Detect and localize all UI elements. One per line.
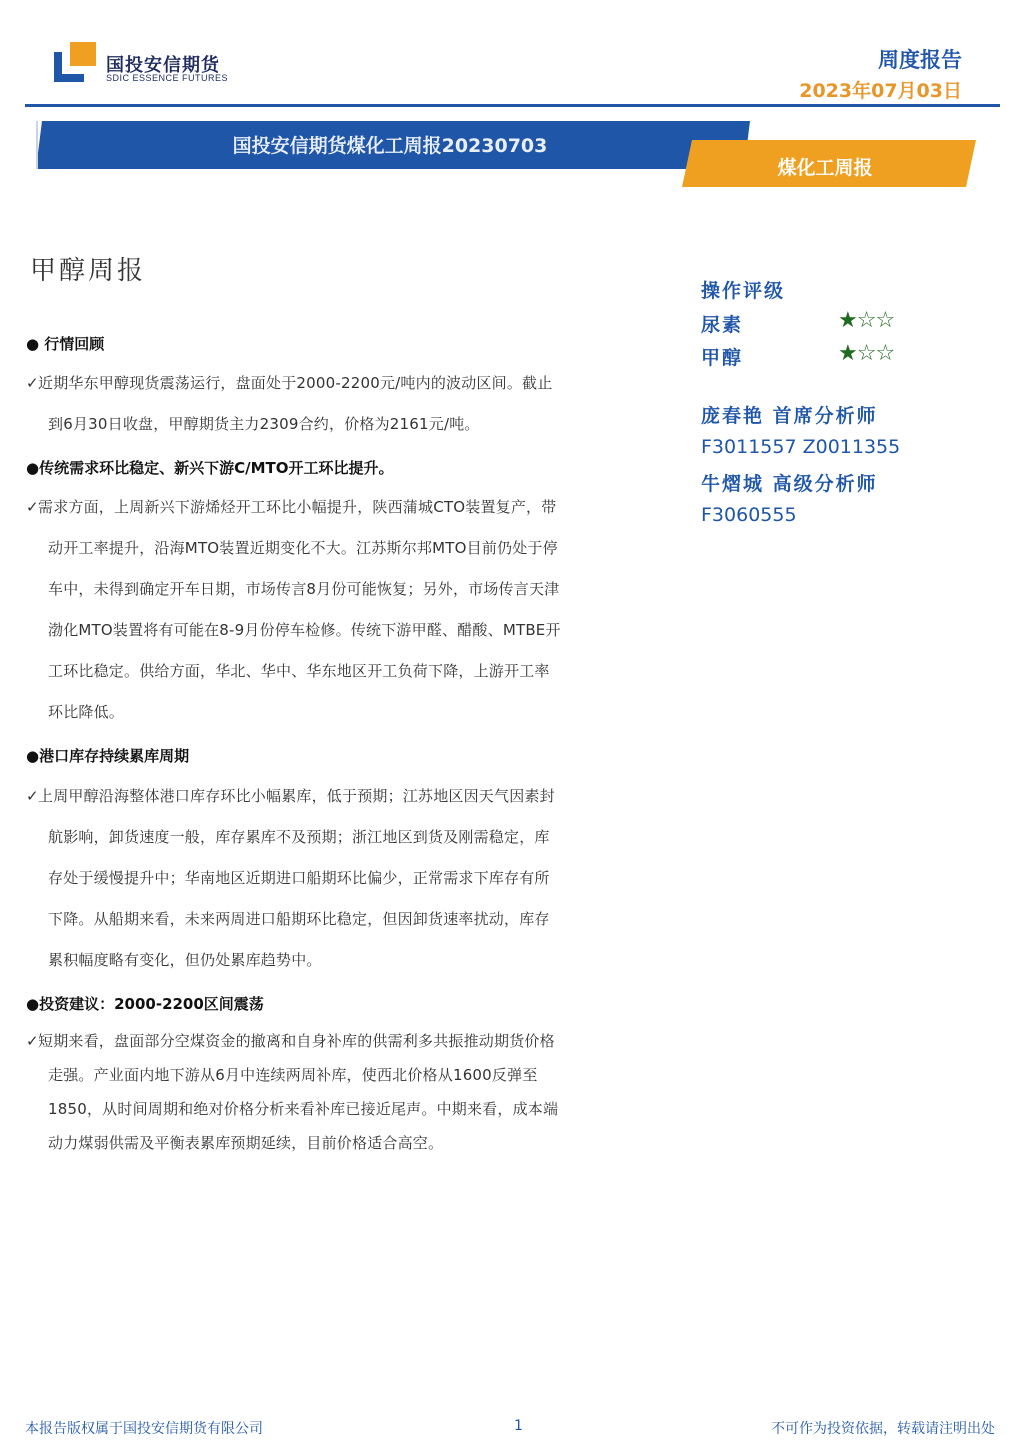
rating-name-methanol: 甲醇 [701,347,744,369]
text-line: 走强。产业面内地下游从6月中连续两周补库，使西北价格从1600反弹至 [48,1066,538,1084]
page-number: 1 [514,1418,523,1434]
rating-name-urea: 尿素 [701,314,744,336]
text-line: 渤化MTO装置将有可能在8-9月份停车检修。传统下游甲醛、醋酸、MTBE开 [48,621,561,639]
text-line: 上周甲醇沿海整体港口库存环比小幅累库，低于预期；江苏地区因天气因素封 [38,787,555,805]
logo-english-name: SDIC ESSENCE FUTURES [106,73,229,83]
text-line: 累积幅度略有变化，但仍处累库趋势中。 [48,951,322,969]
heading-demand: ●传统需求环比稳定、新兴下游C/MTO开工环比提升。 [26,459,394,477]
check-icon: ✓ [26,787,39,805]
paragraph-market-review [38,363,598,445]
rating-stars-methanol [838,341,894,366]
star-empty-icon: ☆ [875,341,895,366]
star-filled-icon: ★ [838,341,857,366]
star-empty-icon: ☆ [875,308,895,333]
paragraph-demand [38,487,598,733]
company-logo-icon [54,42,98,84]
heading-inventory: ●港口库存持续累库周期 [26,747,190,765]
header-divider [25,104,1000,107]
footer-disclaimer: 不可作为投资依据，转载请注明出处 [771,1421,995,1437]
footer-copyright: 本报告版权属于国投安信期货有限公司 [25,1421,263,1437]
check-icon: ✓ [26,1032,39,1050]
text-line: 1850，从时间周期和绝对价格分析来看补库已接近尾声。中期来看，成本端 [48,1100,559,1118]
star-empty-icon: ☆ [856,341,876,366]
report-subtitle: 煤化工周报 [777,157,873,179]
text-line: 工环比稳定。供给方面，华北、华中、华东地区开工负荷下降，上游开工率 [48,662,550,680]
report-type: 周度报告 [878,48,962,72]
heading-investment-advice: ●投资建议：2000-2200区间震荡 [26,995,264,1013]
text-line: 短期来看，盘面部分空煤资金的撤离和自身补库的供需利多共振推动期货价格 [38,1032,555,1050]
logo-chinese-name: 国投安信期货 [106,55,220,76]
heading-market-review: ● 行情回顾 [26,335,105,353]
analyst-1-id: F3011557 Z0011355 [701,436,901,458]
text-line: 车中，未得到确定开车日期，市场传言8月份可能恢复；另外，市场传言天津 [48,580,560,598]
report-date: 2023年07月03日 [799,80,962,102]
rating-title: 操作评级 [701,280,786,302]
analyst-2-name: 牛熠城 高级分析师 [701,473,878,495]
text-line: 环比降低。 [48,703,125,721]
paragraph-inventory [38,776,598,981]
check-icon: ✓ [26,374,39,392]
text-line: 航影响，卸货速度一般，库存累库不及预期；浙江地区到货及刚需稳定，库 [48,828,550,846]
star-filled-icon: ★ [838,308,857,333]
star-empty-icon: ☆ [856,308,876,333]
rating-stars-urea [838,308,894,333]
text-line: 近期华东甲醇现货震荡运行，盘面处于2000-2200元/吨内的波动区间。截止 [38,374,553,392]
analyst-2-id: F3060555 [701,504,797,526]
check-icon: ✓ [26,498,39,516]
section-title: 甲醇周报 [30,256,147,286]
text-line: 动力煤弱供需及平衡表累库预期延续，目前价格适合高空。 [48,1134,444,1152]
paragraph-investment-advice [38,1024,598,1160]
analyst-1-name: 庞春艳 首席分析师 [701,405,878,427]
text-line: 需求方面，上周新兴下游烯烃开工环比小幅提升，陕西蒲城CTO装置复产，带 [38,498,557,516]
text-line: 存处于缓慢提升中；华南地区近期进口船期环比偏少，正常需求下库存有所 [48,869,550,887]
text-line: 下降。从船期来看，未来两周进口船期环比稳定，但因卸货速率扰动，库存 [48,910,550,928]
text-line: 动开工率提升，沿海MTO装置近期变化不大。江苏斯尔邦MTO目前仍处于停 [48,539,558,557]
report-title: 国投安信期货煤化工周报20230703 [232,135,548,157]
text-line: 到6月30日收盘，甲醇期货主力2309合约，价格为2161元/吨。 [48,415,480,433]
